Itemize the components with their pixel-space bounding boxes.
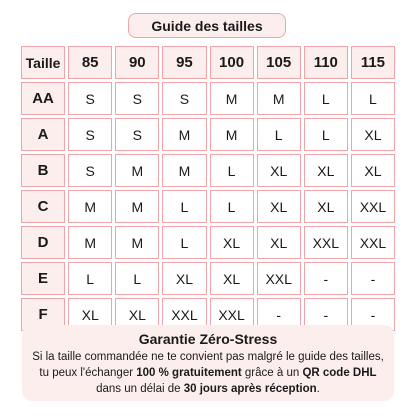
guarantee-highlight: QR code DHL [302,367,377,379]
size-cell: S [68,154,112,187]
table-row [21,226,395,259]
cup-size-label: B [21,154,65,187]
cup-size-label: D [21,226,65,259]
size-cell: XL [351,118,395,151]
band-size-header: 105 [257,46,301,79]
table-body [21,82,395,331]
table-row [21,154,395,187]
size-cell: M [162,154,206,187]
size-cell: S [115,118,159,151]
cup-size-label: C [21,190,65,223]
size-cell: L [68,262,112,295]
size-cell: XL [115,298,159,331]
size-cell: XXL [210,298,254,331]
size-cell: L [162,190,206,223]
size-cell: S [68,82,112,115]
size-cell: XXL [351,190,395,223]
cup-size-label: E [21,262,65,295]
table-row [21,82,395,115]
size-cell: XL [257,154,301,187]
size-cell: M [115,226,159,259]
size-cell: XL [210,262,254,295]
size-cell: M [210,118,254,151]
band-size-header: 90 [115,46,159,79]
size-cell: - [304,262,348,295]
table-header-row [21,46,395,79]
guarantee-text: tu peux l'échanger [39,367,137,379]
guarantee-title: Garantie Zéro-Stress [138,331,278,347]
size-cell: L [304,82,348,115]
size-cell: M [68,190,112,223]
table-row [21,190,395,223]
size-cell: XXL [351,226,395,259]
size-cell: L [115,262,159,295]
size-chart-table [18,43,398,334]
band-size-header: 115 [351,46,395,79]
size-cell: - [257,298,301,331]
cup-size-label: A [21,118,65,151]
page-title: Guide des tailles [128,13,286,38]
size-cell: S [162,82,206,115]
size-cell: XXL [257,262,301,295]
corner-header: Taille [21,46,65,79]
size-cell: XL [210,226,254,259]
size-cell: M [257,82,301,115]
size-cell: L [210,190,254,223]
band-size-header: 110 [304,46,348,79]
band-size-header: 100 [210,46,254,79]
size-cell: M [162,118,206,151]
size-cell: - [351,262,395,295]
size-cell: M [115,154,159,187]
size-cell: M [115,190,159,223]
guarantee-box [22,325,394,401]
guarantee-highlight: 30 jours après réception [183,383,317,395]
size-cell: L [257,118,301,151]
cup-size-label: AA [21,82,65,115]
size-cell: XL [351,154,395,187]
size-cell: XL [162,262,206,295]
size-cell: L [304,118,348,151]
guarantee-line-1: Si la taille commandée ne te convient pas malgré le guide des tailles, [32,351,384,363]
band-size-header: 95 [162,46,206,79]
band-size-header: 85 [68,46,112,79]
guarantee-text: grâce à un [241,367,303,379]
size-cell: XL [304,154,348,187]
table-row [21,118,395,151]
size-cell: XL [304,190,348,223]
size-cell: - [304,298,348,331]
size-cell: S [68,118,112,151]
guarantee-highlight: 100 % gratuitement [136,367,242,379]
size-cell: M [210,82,254,115]
size-cell: XL [68,298,112,331]
size-cell: L [351,82,395,115]
size-cell: M [68,226,112,259]
cup-size-label: F [21,298,65,331]
size-cell: XL [257,226,301,259]
guarantee-line-2 [30,365,386,381]
guarantee-line-3 [30,381,386,397]
guarantee-text: dans un délai de [96,383,184,395]
size-cell: XXL [162,298,206,331]
size-cell: L [210,154,254,187]
table-row [21,262,395,295]
guarantee-text: . [316,383,320,395]
size-cell: XXL [304,226,348,259]
size-cell: - [351,298,395,331]
size-cell: L [162,226,206,259]
size-cell: XL [257,190,301,223]
size-cell: S [115,82,159,115]
